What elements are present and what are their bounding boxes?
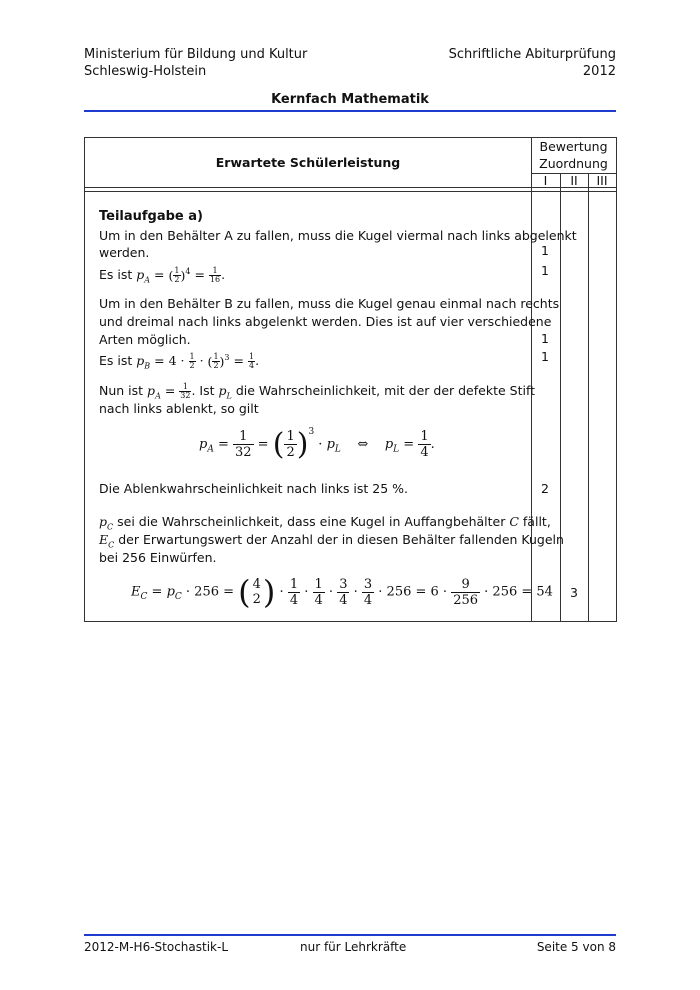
equation-pL: $p_A$ = $\frac{1}{32}$ = ( $\frac{1}{2}$ )$^3 \cdot p_L$ ⇔ $p_L$ = $\frac{1}{4}$ . (199, 426, 435, 462)
paragraph-d-line: $p_C$ sei die Wahrscheinlichkeit, dass eine Kugel in Auffangbehälter C fällt, (99, 514, 551, 532)
footer-page-number: Seite 5 von 8 (536, 940, 616, 954)
column-II: II (570, 173, 578, 188)
paragraph-d-line: $E_C$ der Erwartungswert der Anzahl der in diesen Behälter fallenden Kugeln (99, 532, 564, 550)
text-fragment: der Erwartungswert der Anzahl der in diesen Behälter fallenden Kugeln (118, 532, 564, 547)
column-III: III (596, 173, 608, 188)
footer-doc-id: 2012-M-H6-Stochastik-L (84, 940, 229, 954)
exam-year: 2012 (582, 64, 616, 79)
paragraph-b-line: Um in den Behälter B zu fallen, muss die Kugel genau einmal nach rechts (99, 296, 560, 311)
exam-name: Schriftliche Abiturprüfung (448, 47, 616, 62)
points-II: 3 (570, 585, 578, 600)
text-fragment: sei die Wahrscheinlichkeit, dass eine Kugel in Auffangbehälter (117, 514, 506, 529)
paragraph-d-line: bei 256 Einwürfen. (99, 550, 217, 565)
header-rule (84, 110, 616, 112)
column-I: I (543, 173, 548, 188)
zuordnung-label: Zuordnung (539, 156, 608, 171)
paragraph-b-line: und dreimal nach links abgelenkt werden. Dies ist auf vier verschiedene (99, 314, 552, 329)
text-fragment: fällt, (522, 514, 551, 529)
es-ist-label: Es ist (99, 353, 133, 369)
text-fragment: . Ist (191, 383, 215, 398)
points-I: 1 (541, 349, 549, 364)
header-left (84, 46, 307, 80)
nun-ist-label: Nun ist (99, 383, 144, 398)
footer-audience: nur für Lehrkräfte (300, 940, 407, 954)
points-I: 1 (541, 263, 549, 278)
paragraph-c-line: Nun ist $p_A$ = $\frac{1}{32}$ . Ist $p_L$ die Wahrscheinlichkeit, mit der der defekte Stift (99, 382, 536, 401)
state-name: Schleswig-Holstein (84, 64, 207, 79)
conclusion-text: Die Ablenkwahrscheinlichkeit nach links ist 25 %. (99, 481, 409, 496)
paragraph-b-line: Arten möglich. (99, 332, 191, 347)
footer-rule (84, 934, 616, 936)
paragraph-a-line: Um in den Behälter A zu fallen, muss die Kugel viermal nach links abgelenkt (99, 228, 577, 243)
bewertung-label: Bewertung (539, 139, 608, 154)
column-divider (588, 173, 589, 621)
paragraph-a-line: werden. (99, 245, 150, 260)
ministry-name: Ministerium für Bildung und Kultur (84, 47, 308, 62)
header-right (449, 46, 616, 80)
paragraph-c-line: nach links ablenkt, so gilt (99, 401, 259, 416)
es-ist-label: Es ist (99, 267, 133, 283)
text-fragment: die Wahrscheinlichkeit, mit der der defekte Stift (235, 383, 536, 398)
formula-pA: Es ist $p_A$ = ( $\frac{1}{2}$ )$^4$ = $\frac{1}{16}$ . (99, 266, 226, 285)
equation-EC: $E_C = p_C \cdot 256$ = ( 4 2 ) · $\frac{1}{4}$ · $\frac{1}{4}$ · $\frac{3}{4}$ · $\frac{3}{4}$ · 256 = 6 · $\frac{9}{256}$ · 256 = 54 (131, 573, 553, 611)
subtask-heading: Teilaufgabe a) (99, 209, 203, 224)
points-I: 1 (541, 331, 549, 346)
formula-pB: Es ist $p_B = 4$ · $\frac{1}{2}$ · ( $\frac{1}{2}$ )$^3$ = $\frac{1}{4}$ . (99, 352, 260, 371)
subject-title: Kernfach Mathematik (271, 92, 429, 107)
points-I: 1 (541, 243, 549, 258)
column-title: Erwartete Schülerleistung (215, 155, 401, 170)
row-divider (85, 191, 616, 192)
points-I: 2 (541, 481, 549, 496)
